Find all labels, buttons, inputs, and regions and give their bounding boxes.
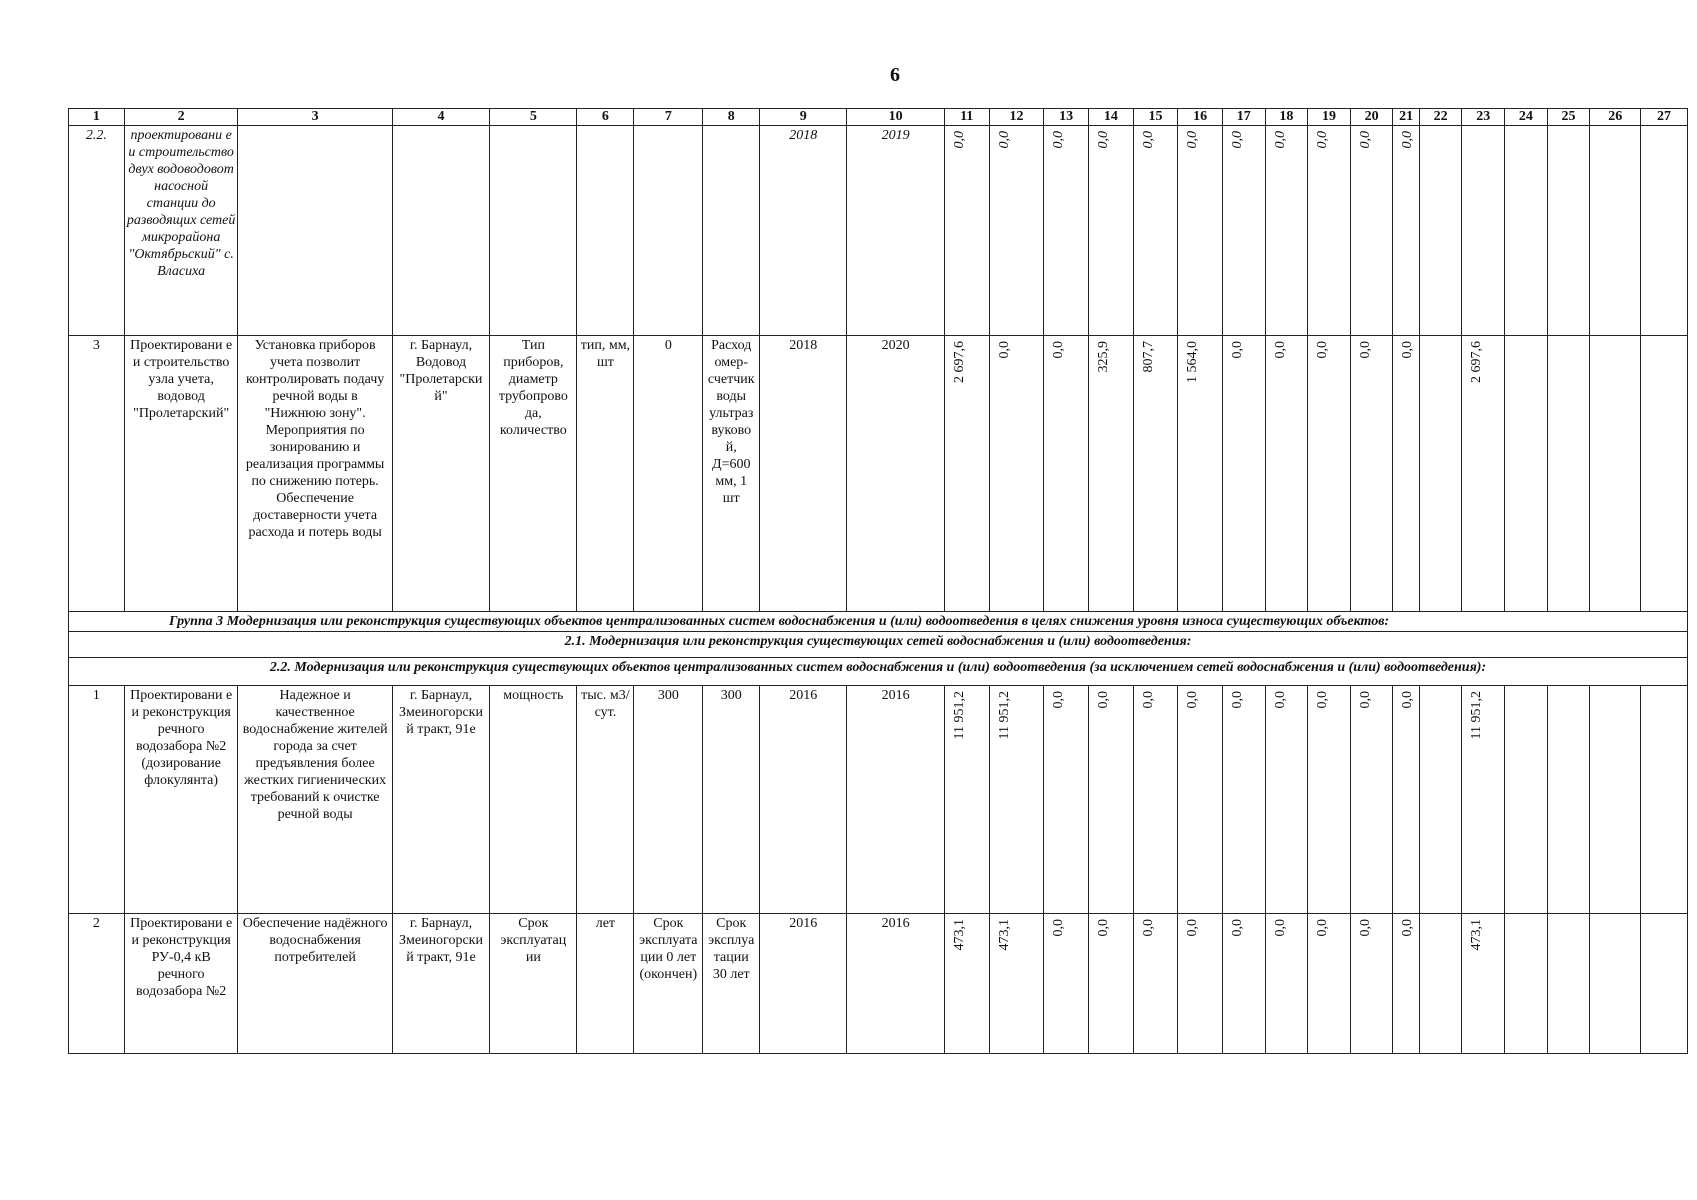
value-cell: 0,0 [1229, 691, 1245, 709]
start-year: 2016 [760, 914, 847, 1054]
col-header: 20 [1350, 109, 1393, 126]
project-location: г. Барнаул, Змеиногорски й тракт, 91е [392, 686, 489, 914]
value-cell: 0,0 [1357, 341, 1373, 359]
project-name: Проектировани е и строительство узла учета, водовод "Пролетарский" [124, 336, 238, 612]
value-cell: 0,0 [996, 341, 1012, 359]
end-year: 2016 [847, 914, 944, 1054]
value-cell: 0,0 [1051, 341, 1067, 359]
value-cell: 0,0 [1315, 131, 1331, 149]
value-cell: 1 564,0 [1185, 341, 1201, 383]
value-cell: 0,0 [1140, 919, 1156, 937]
value-cell: 0,0 [1051, 919, 1067, 937]
investment-program-table [68, 108, 1688, 1054]
col-header: 24 [1505, 109, 1548, 126]
col-header: 22 [1419, 109, 1462, 126]
table-row [69, 686, 1688, 914]
project-name: проектировани е и строительство двух водоводовот насосной станции до разводящих сетей микрорайона "Октябрьский" с. Власиха [124, 126, 238, 336]
subgroup-heading: 2.2. Модернизация или реконструкция существующих объектов централизованных систем водоснабжения и (или) водоотведения (за исключением сетей водоснабжения и (или) водоотведения): [69, 658, 1688, 686]
value-cell: 0,0 [1185, 691, 1201, 709]
project-goal: Обеспечение надёжного водоснабжения потребителей [238, 914, 392, 1054]
value-cell: 0,0 [1096, 919, 1111, 937]
value-cell: 0,0 [951, 131, 967, 149]
value-cell: 0,0 [1272, 919, 1288, 937]
value-cell: 0,0 [1272, 341, 1288, 359]
value-cell: 0,0 [1400, 341, 1416, 359]
value-after: Расход омер-счетчик воды ультраз вуково й, Д=600 мм, 1 шт [703, 336, 760, 612]
col-header: 23 [1462, 109, 1505, 126]
value-cell: 0,0 [1400, 131, 1416, 149]
value-before: 0 [634, 336, 703, 612]
page-number: 6 [890, 64, 900, 86]
subgroup-heading: 2.1. Модернизация или реконструкция существующих сетей водоснабжения и (или) водоотведения: [69, 632, 1688, 658]
col-header: 9 [760, 109, 847, 126]
subgroup-heading-row [69, 658, 1688, 686]
group-heading-row [69, 612, 1688, 632]
group-heading: Группа 3 Модернизация или реконструкция существующих объектов централизованных систем водоснабжения и (или) водоотведения в целях снижения уровня износа существующих объектов: [69, 612, 1688, 632]
col-header: 11 [944, 109, 989, 126]
row-number: 3 [69, 336, 125, 612]
value-cell: 0,0 [1357, 131, 1373, 149]
value-cell: 0,0 [1315, 341, 1331, 359]
end-year: 2020 [847, 336, 944, 612]
col-header: 3 [238, 109, 392, 126]
value-cell: 325,9 [1096, 341, 1111, 373]
value-cell: 0,0 [1229, 341, 1245, 359]
project-goal: Надежное и качественное водоснабжение жителей города за счет предъявления более жестких гигиенических требований к очистке речной воды [238, 686, 392, 914]
col-header: 18 [1265, 109, 1308, 126]
end-year: 2019 [847, 126, 944, 336]
project-goal: Установка приборов учета позволит контролировать подачу речной воды в "Нижнюю зону". Мероприятия по зонированию и реализация программы по снижению потерь. Обеспечение доставерности учета расхода и потерь воды [238, 336, 392, 612]
value-before: Срок эксплуата ции 0 лет (окончен) [634, 914, 703, 1054]
row-number: 2.2. [69, 126, 125, 336]
value-cell: 807,7 [1140, 341, 1156, 373]
value-after: 300 [703, 686, 760, 914]
total-cell: 2 697,6 [1469, 341, 1485, 383]
value-cell: 0,0 [1357, 691, 1373, 709]
value-after: Срок эксплуа тации 30 лет [703, 914, 760, 1054]
value-cell: 0,0 [1272, 131, 1288, 149]
value-cell: 0,0 [996, 131, 1012, 149]
project-name: Проектировани е и реконструкция речного водозабора №2 (дозирование флокулянта) [124, 686, 238, 914]
value-cell: 0,0 [1185, 131, 1201, 149]
table-row [69, 336, 1688, 612]
column-number-header-row [69, 109, 1688, 126]
value-cell: 0,0 [1315, 919, 1331, 937]
value-before: 300 [634, 686, 703, 914]
value-cell: 0,0 [1185, 919, 1201, 937]
value-cell: 473,1 [996, 919, 1012, 951]
indicator-name: мощность [490, 686, 577, 914]
value-cell: 11 951,2 [996, 691, 1012, 740]
value-cell: 0,0 [1272, 691, 1288, 709]
col-header: 26 [1590, 109, 1641, 126]
value-cell: 0,0 [1400, 919, 1416, 937]
row-number: 1 [69, 686, 125, 914]
value-cell: 473,1 [951, 919, 967, 951]
col-header: 4 [392, 109, 489, 126]
value-cell: 0,0 [1051, 691, 1067, 709]
table-row [69, 126, 1688, 336]
value-cell: 0,0 [1229, 131, 1245, 149]
col-header: 1 [69, 109, 125, 126]
unit: тыс. м3/сут. [577, 686, 634, 914]
col-header: 12 [989, 109, 1044, 126]
value-cell: 0,0 [1096, 691, 1111, 709]
indicator-name: Срок эксплуатац ии [490, 914, 577, 1054]
col-header: 2 [124, 109, 238, 126]
end-year: 2016 [847, 686, 944, 914]
indicator-name: Тип приборов, диаметр трубопрово да, количество [490, 336, 577, 612]
unit: лет [577, 914, 634, 1054]
value-cell: 0,0 [1357, 919, 1373, 937]
col-header: 6 [577, 109, 634, 126]
value-cell: 0,0 [1051, 131, 1067, 149]
value-cell: 0,0 [1140, 691, 1156, 709]
project-location: г. Барнаул, Водовод "Пролетарски й" [392, 336, 489, 612]
start-year: 2016 [760, 686, 847, 914]
project-location: г. Барнаул, Змеиногорски й тракт, 91е [392, 914, 489, 1054]
col-header: 14 [1089, 109, 1134, 126]
col-header: 27 [1641, 109, 1688, 126]
col-header: 10 [847, 109, 944, 126]
value-cell: 0,0 [1400, 691, 1416, 709]
col-header: 17 [1222, 109, 1265, 126]
row-number: 2 [69, 914, 125, 1054]
project-name: Проектировани е и реконструкция РУ-0,4 кВ речного водозабора №2 [124, 914, 238, 1054]
value-cell: 11 951,2 [951, 691, 967, 740]
subgroup-heading-row [69, 632, 1688, 658]
value-cell: 0,0 [1315, 691, 1331, 709]
value-cell: 2 697,6 [951, 341, 967, 383]
table-row [69, 914, 1688, 1054]
unit: тип, мм, шт [577, 336, 634, 612]
col-header: 5 [490, 109, 577, 126]
col-header: 19 [1308, 109, 1351, 126]
value-cell: 0,0 [1229, 919, 1245, 937]
start-year: 2018 [760, 336, 847, 612]
total-cell: 473,1 [1469, 919, 1485, 951]
total-cell: 11 951,2 [1469, 691, 1485, 740]
value-cell: 0,0 [1096, 131, 1111, 149]
col-header: 8 [703, 109, 760, 126]
col-header: 7 [634, 109, 703, 126]
col-header: 21 [1393, 109, 1419, 126]
start-year: 2018 [760, 126, 847, 336]
value-cell: 0,0 [1140, 131, 1156, 149]
col-header: 13 [1044, 109, 1089, 126]
col-header: 25 [1547, 109, 1590, 126]
col-header: 16 [1178, 109, 1223, 126]
col-header: 15 [1133, 109, 1178, 126]
